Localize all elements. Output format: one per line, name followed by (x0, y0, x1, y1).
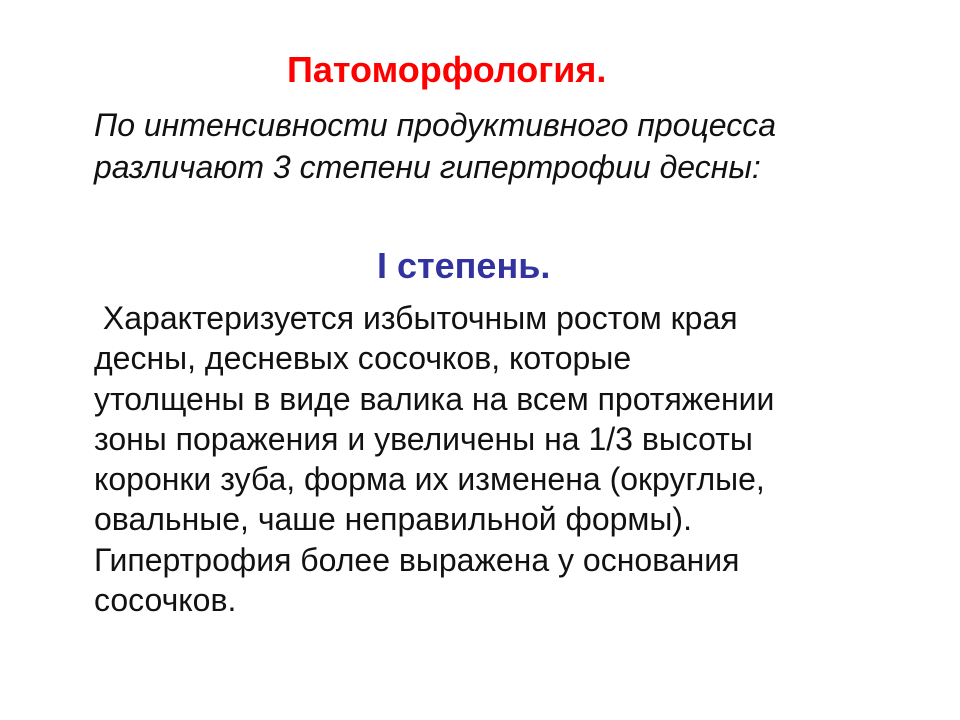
intro-text (94, 104, 914, 188)
slide-title: Патоморфология. (287, 49, 607, 90)
body-line: овальные, чаше неправильной формы). (94, 501, 692, 538)
body-line: Гипертрофия более выражена у основания (94, 541, 740, 578)
intro-line: По интенсивности продуктивного процесса (94, 107, 776, 143)
body-line: утолщены в виде валика на всем протяжении (94, 380, 775, 417)
degree-heading: I степень. (377, 245, 551, 286)
body-line: сосочков. (94, 582, 237, 619)
body-line: десны, десневых сосочков, которые (94, 340, 632, 377)
body-line: Характеризуется избыточным ростом края (94, 300, 738, 336)
body-line: зоны поражения и увеличены на 1/3 высоты (94, 420, 753, 457)
body-text (94, 298, 934, 620)
body-line: коронки зуба, форма их изменена (округлые, (94, 461, 765, 498)
intro-line: различают 3 степени гипертрофии десны: (94, 149, 761, 185)
